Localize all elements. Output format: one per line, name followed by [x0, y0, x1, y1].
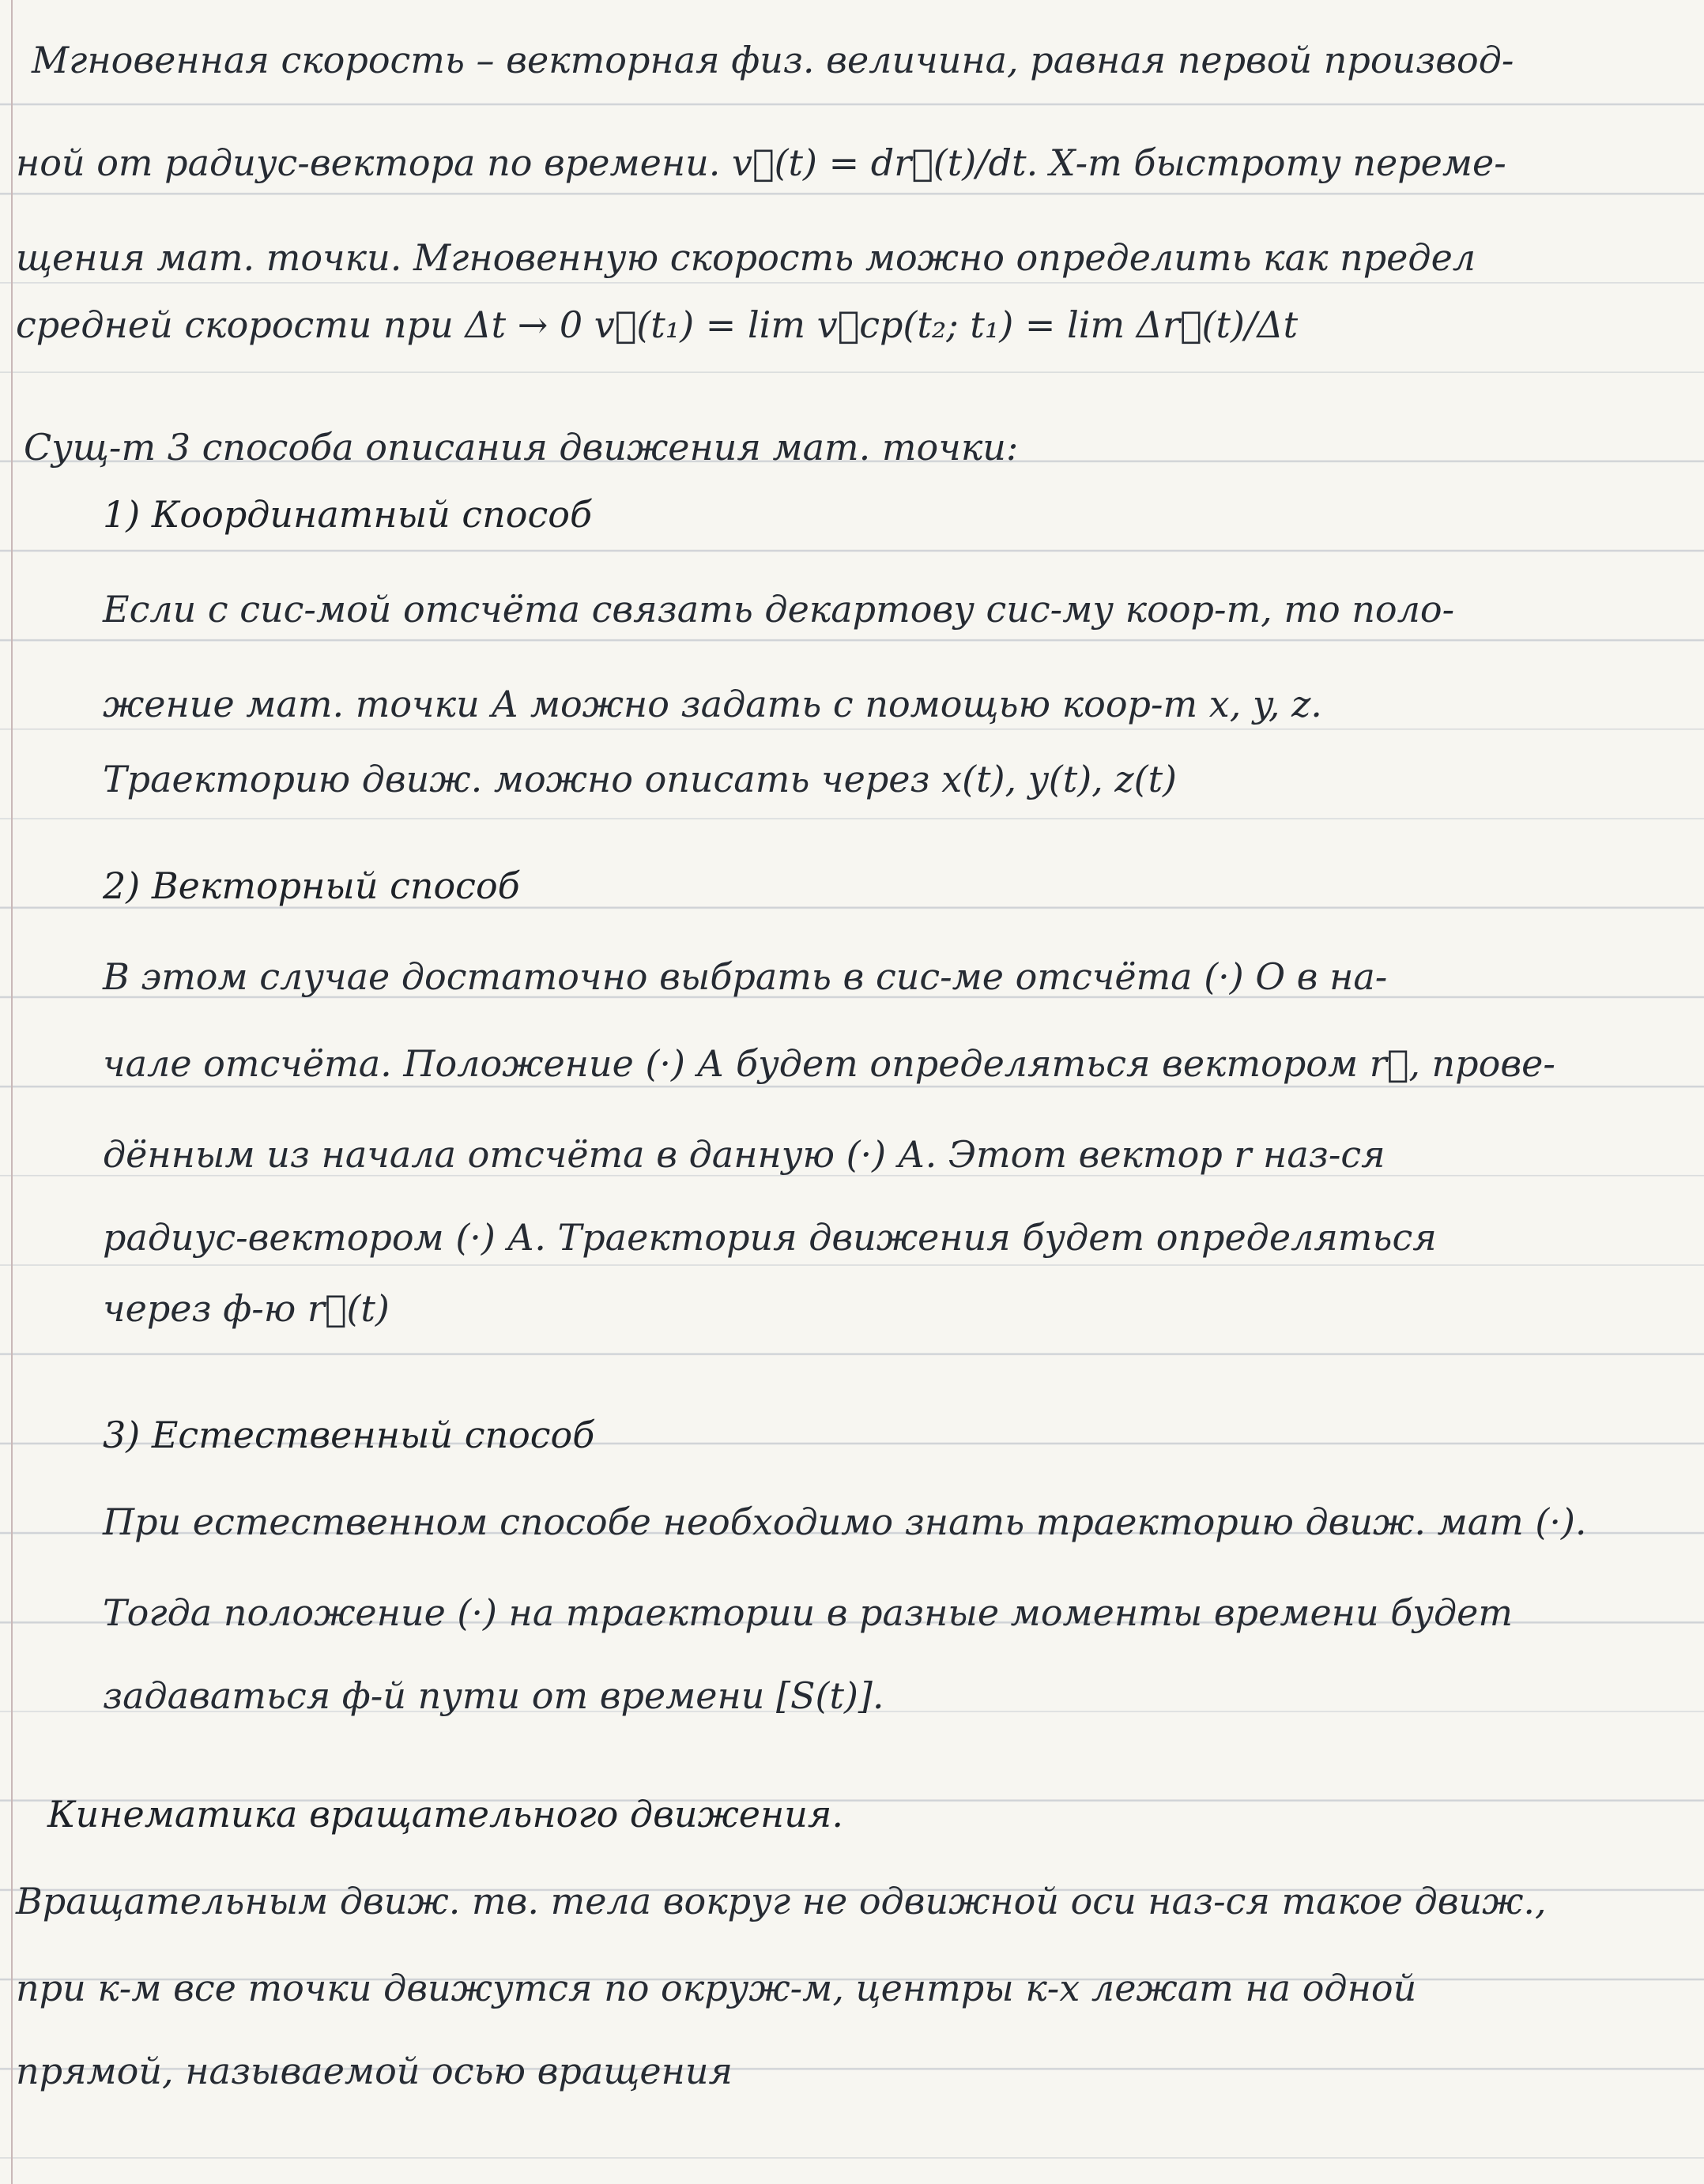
line-text: В этом случае достаточно выбрать в сис-ме отсчёта (·) О в на-: [103, 955, 1388, 998]
text-line: [0, 1857, 1704, 1946]
line-text: Сущ-т 3 способа описания движения мат. точки:: [24, 426, 1019, 469]
line-text: При естественном способе необходимо знать траекторию движ. мат (·).: [103, 1501, 1587, 1543]
text-line: [0, 119, 1704, 208]
text-line: [0, 2027, 1704, 2116]
section-heading: [0, 842, 1704, 931]
text-line: [0, 1944, 1704, 2033]
line-text: дённым из начала отсчёта в данную (·) А. Этот вектор r наз-ся: [103, 1133, 1385, 1176]
line-text: щения мат. точки. Мгновенную скорость можно определить как предел: [16, 236, 1476, 279]
text-line: [0, 565, 1704, 654]
text-line: [0, 1651, 1704, 1741]
line-text: Кинематика вращательного движения.: [47, 1793, 843, 1836]
text-line: [0, 281, 1704, 370]
line-text: чале отсчёта. Положение (·) А будет определяться вектором r⃗, прове-: [103, 1042, 1555, 1085]
section-heading: [0, 470, 1704, 559]
text-line: [0, 1019, 1704, 1109]
text-line: [0, 1478, 1704, 1567]
line-text: 3) Естественный способ: [103, 1414, 595, 1456]
line-text: Если с сис-мой отсчёта связать декартову сис-му коор-т, то поло-: [103, 588, 1455, 631]
line-text: средней скорости при Δt → 0 v⃗(t₁) = lim v⃗ср(t₂; t₁) = lim Δr⃗(t)/Δt: [16, 303, 1299, 346]
line-text: жение мат. точки А можно задать с помощью коор-т x, y, z.: [103, 683, 1322, 725]
line-text: при к-м все точки движутся по окруж-м, центры к-х лежат на одной: [16, 1967, 1417, 2009]
line-text: прямой, называемой осью вращения: [16, 2050, 733, 2092]
text-line: [0, 1568, 1704, 1658]
text-line: [0, 1110, 1704, 1199]
line-text: радиус-вектором (·) А. Траектория движения будет определяться: [103, 1216, 1437, 1259]
line-text: Мгновенная скорость – векторная физ. величина, равная первой производ-: [32, 39, 1514, 81]
line-text: 2) Векторный способ: [103, 864, 520, 907]
text-line: [0, 1264, 1704, 1354]
line-text: Вращательным движ. тв. тела вокруг не одвижной оси наз-ся такое движ.,: [16, 1880, 1547, 1922]
line-text: через ф-ю r⃗(t): [103, 1287, 390, 1330]
text-line: [0, 735, 1704, 824]
line-text: Тогда положение (·) на траектории в разные моменты времени будет: [103, 1591, 1513, 1634]
line-text: ной от радиус-вектора по времени. v⃗(t) = dr⃗(t)/dt. Х-т быстроту переме-: [16, 141, 1506, 184]
section-heading: [0, 1770, 1704, 1859]
text-line: [0, 932, 1704, 1022]
line-text: задаваться ф-й пути от времени [S(t)].: [103, 1674, 884, 1717]
text-line: [0, 16, 1704, 105]
line-text: 1) Координатный способ: [103, 493, 593, 536]
section-heading: [0, 1391, 1704, 1480]
line-text: Траекторию движ. можно описать через x(t), y(t), z(t): [103, 758, 1177, 800]
